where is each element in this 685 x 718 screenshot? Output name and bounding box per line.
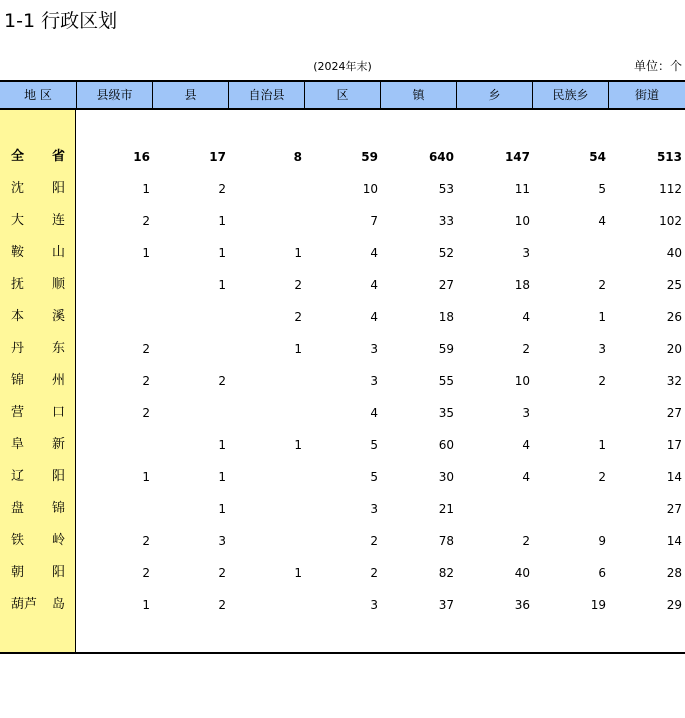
page-title: 1-1 行政区划 [4,10,118,32]
cell-ethnic-townships [533,403,606,423]
cell-subdistricts: 112 [659,182,682,196]
cell-counties [153,307,226,327]
cell-subdistricts: 27 [666,502,682,516]
cell-townships: 11 [514,182,530,196]
cell-counties [153,339,226,359]
header-autonomous-counties: 自治县 [229,82,305,108]
cell-townships: 40 [514,566,530,580]
cell-subdistricts: 27 [666,406,682,420]
cell-towns: 82 [438,566,454,580]
cell-towns: 60 [438,438,454,452]
region-name: 盘 锦 [11,501,65,516]
table-row [0,307,685,327]
table-row [0,531,685,551]
cell-townships: 18 [514,278,530,292]
region-name: 营 口 [11,405,65,420]
cell-cities: 2 [142,214,150,228]
table-row [0,371,685,391]
table-row [0,563,685,583]
table-row [0,211,685,231]
cell-districts: 4 [370,310,378,324]
cell-counties: 2 [218,598,226,612]
cell-cities: 1 [142,182,150,196]
cell-subdistricts: 32 [666,374,682,388]
region-name: 阜 新 [11,437,65,452]
region-name: 大 连 [11,213,65,228]
cell-districts: 4 [370,278,378,292]
cell-cities: 1 [142,598,150,612]
cell-towns: 30 [438,470,454,484]
cell-autonomous-counties: 1 [294,246,302,260]
cell-cities [77,307,150,327]
cell-autonomous-counties: 1 [294,438,302,452]
cell-districts: 59 [361,150,378,164]
region-name: 鞍 山 [11,245,65,260]
cell-districts: 5 [370,438,378,452]
cell-townships: 36 [514,598,530,612]
cell-cities: 2 [142,374,150,388]
cell-subdistricts: 14 [666,534,682,548]
cell-counties: 2 [218,374,226,388]
cell-cities [77,499,150,519]
cell-towns: 78 [438,534,454,548]
header-cities: 县级市 [77,82,153,108]
cell-towns: 640 [428,150,454,164]
cell-ethnic-townships: 1 [598,438,606,452]
cell-cities: 1 [142,246,150,260]
cell-autonomous-counties [229,179,302,199]
cell-townships: 4 [522,310,530,324]
cell-towns: 59 [438,342,454,356]
region-name: 锦 州 [11,373,65,388]
cell-ethnic-townships: 2 [598,470,606,484]
cell-towns: 53 [438,182,454,196]
cell-districts: 2 [370,534,378,548]
cell-autonomous-counties: 8 [293,150,302,164]
cell-subdistricts: 17 [666,438,682,452]
cell-counties: 2 [218,182,226,196]
cell-ethnic-townships: 4 [598,214,606,228]
cell-towns: 37 [438,598,454,612]
cell-ethnic-townships: 54 [589,150,606,164]
header-subdistricts: 街道 [634,88,659,102]
cell-townships: 147 [504,150,530,164]
cell-ethnic-townships: 9 [598,534,606,548]
cell-townships: 3 [522,246,530,260]
table-row [0,339,685,359]
cell-districts: 3 [370,374,378,388]
table-row [0,595,685,615]
cell-counties: 1 [218,246,226,260]
cell-townships: 3 [522,406,530,420]
header-ethnic-townships: 民族乡 [533,82,609,108]
table-row [0,179,685,199]
cell-towns: 27 [438,278,454,292]
cell-subdistricts: 102 [659,214,682,228]
cell-cities: 1 [142,470,150,484]
cell-townships: 4 [522,438,530,452]
cell-cities [77,275,150,295]
cell-cities: 16 [133,150,150,164]
cell-autonomous-counties [229,403,302,423]
cell-cities: 2 [142,406,150,420]
table-row [0,499,685,519]
cell-subdistricts: 28 [666,566,682,580]
cell-townships: 2 [522,534,530,548]
header-counties: 县 [153,82,229,108]
cell-counties: 17 [209,150,226,164]
region-name: 铁 岭 [11,533,65,548]
cell-ethnic-townships: 2 [598,374,606,388]
table-row [0,403,685,423]
cell-townships: 10 [514,214,530,228]
cell-ethnic-townships [533,499,606,519]
cell-towns: 21 [438,502,454,516]
header-region: 地 区 [0,82,77,108]
region-name: 沈 阳 [11,181,65,196]
table-row [0,275,685,295]
cell-districts: 2 [370,566,378,580]
cell-counties: 1 [218,278,226,292]
cell-counties: 1 [218,470,226,484]
cell-townships: 10 [514,374,530,388]
cell-counties: 2 [218,566,226,580]
cell-townships [457,499,530,519]
table-subtitle: (2024年末) [313,60,372,73]
table-row [0,435,685,455]
table-header [0,80,685,110]
cell-cities: 2 [142,566,150,580]
cell-ethnic-townships: 5 [598,182,606,196]
cell-ethnic-townships: 19 [590,598,606,612]
region-name: 本 溪 [11,309,65,324]
cell-counties: 1 [218,502,226,516]
cell-districts: 3 [370,598,378,612]
cell-districts: 10 [362,182,378,196]
header-towns: 镇 [381,82,457,108]
region-name: 辽 阳 [11,469,65,484]
cell-autonomous-counties [229,499,302,519]
cell-autonomous-counties [229,531,302,551]
cell-districts: 4 [370,406,378,420]
cell-towns: 52 [438,246,454,260]
cell-cities: 2 [142,342,150,356]
cell-ethnic-townships [533,243,606,263]
cell-counties [153,403,226,423]
region-name: 丹 东 [11,341,65,356]
cell-subdistricts: 29 [666,598,682,612]
cell-townships: 4 [522,470,530,484]
table-row [0,243,685,263]
cell-districts: 5 [370,470,378,484]
cell-cities: 2 [142,534,150,548]
cell-subdistricts: 26 [666,310,682,324]
cell-autonomous-counties: 2 [294,310,302,324]
region-name: 全 省 [11,149,65,164]
header-districts: 区 [305,82,381,108]
cell-subdistricts: 513 [656,150,682,164]
cell-autonomous-counties [229,371,302,391]
cell-towns: 33 [438,214,454,228]
cell-autonomous-counties: 1 [294,566,302,580]
table-row [0,467,685,487]
cell-districts: 3 [370,342,378,356]
header-townships: 乡 [457,82,533,108]
region-name: 葫芦 岛 [11,597,65,612]
cell-autonomous-counties [229,595,302,615]
cell-subdistricts: 14 [666,470,682,484]
region-name: 朝 阳 [11,565,65,580]
cell-subdistricts: 40 [666,246,682,260]
cell-ethnic-townships: 3 [598,342,606,356]
cell-districts: 3 [370,502,378,516]
cell-autonomous-counties [229,467,302,487]
cell-ethnic-townships: 6 [598,566,606,580]
cell-counties: 1 [218,214,226,228]
cell-autonomous-counties [229,211,302,231]
cell-counties: 1 [218,438,226,452]
cell-districts: 7 [370,214,378,228]
cell-ethnic-townships: 1 [598,310,606,324]
cell-towns: 35 [438,406,454,420]
cell-townships: 2 [522,342,530,356]
cell-ethnic-townships: 2 [598,278,606,292]
cell-subdistricts: 20 [666,342,682,356]
cell-towns: 55 [438,374,454,388]
cell-autonomous-counties: 1 [294,342,302,356]
region-name: 抚 顺 [11,277,65,292]
cell-cities [77,435,150,455]
cell-subdistricts: 25 [666,278,682,292]
cell-autonomous-counties: 2 [294,278,302,292]
cell-counties: 3 [218,534,226,548]
unit-label: 单位：个 [633,59,682,73]
cell-towns: 18 [438,310,454,324]
table-bottom-rule [0,652,685,654]
cell-districts: 4 [370,246,378,260]
table-row-total [0,147,685,167]
